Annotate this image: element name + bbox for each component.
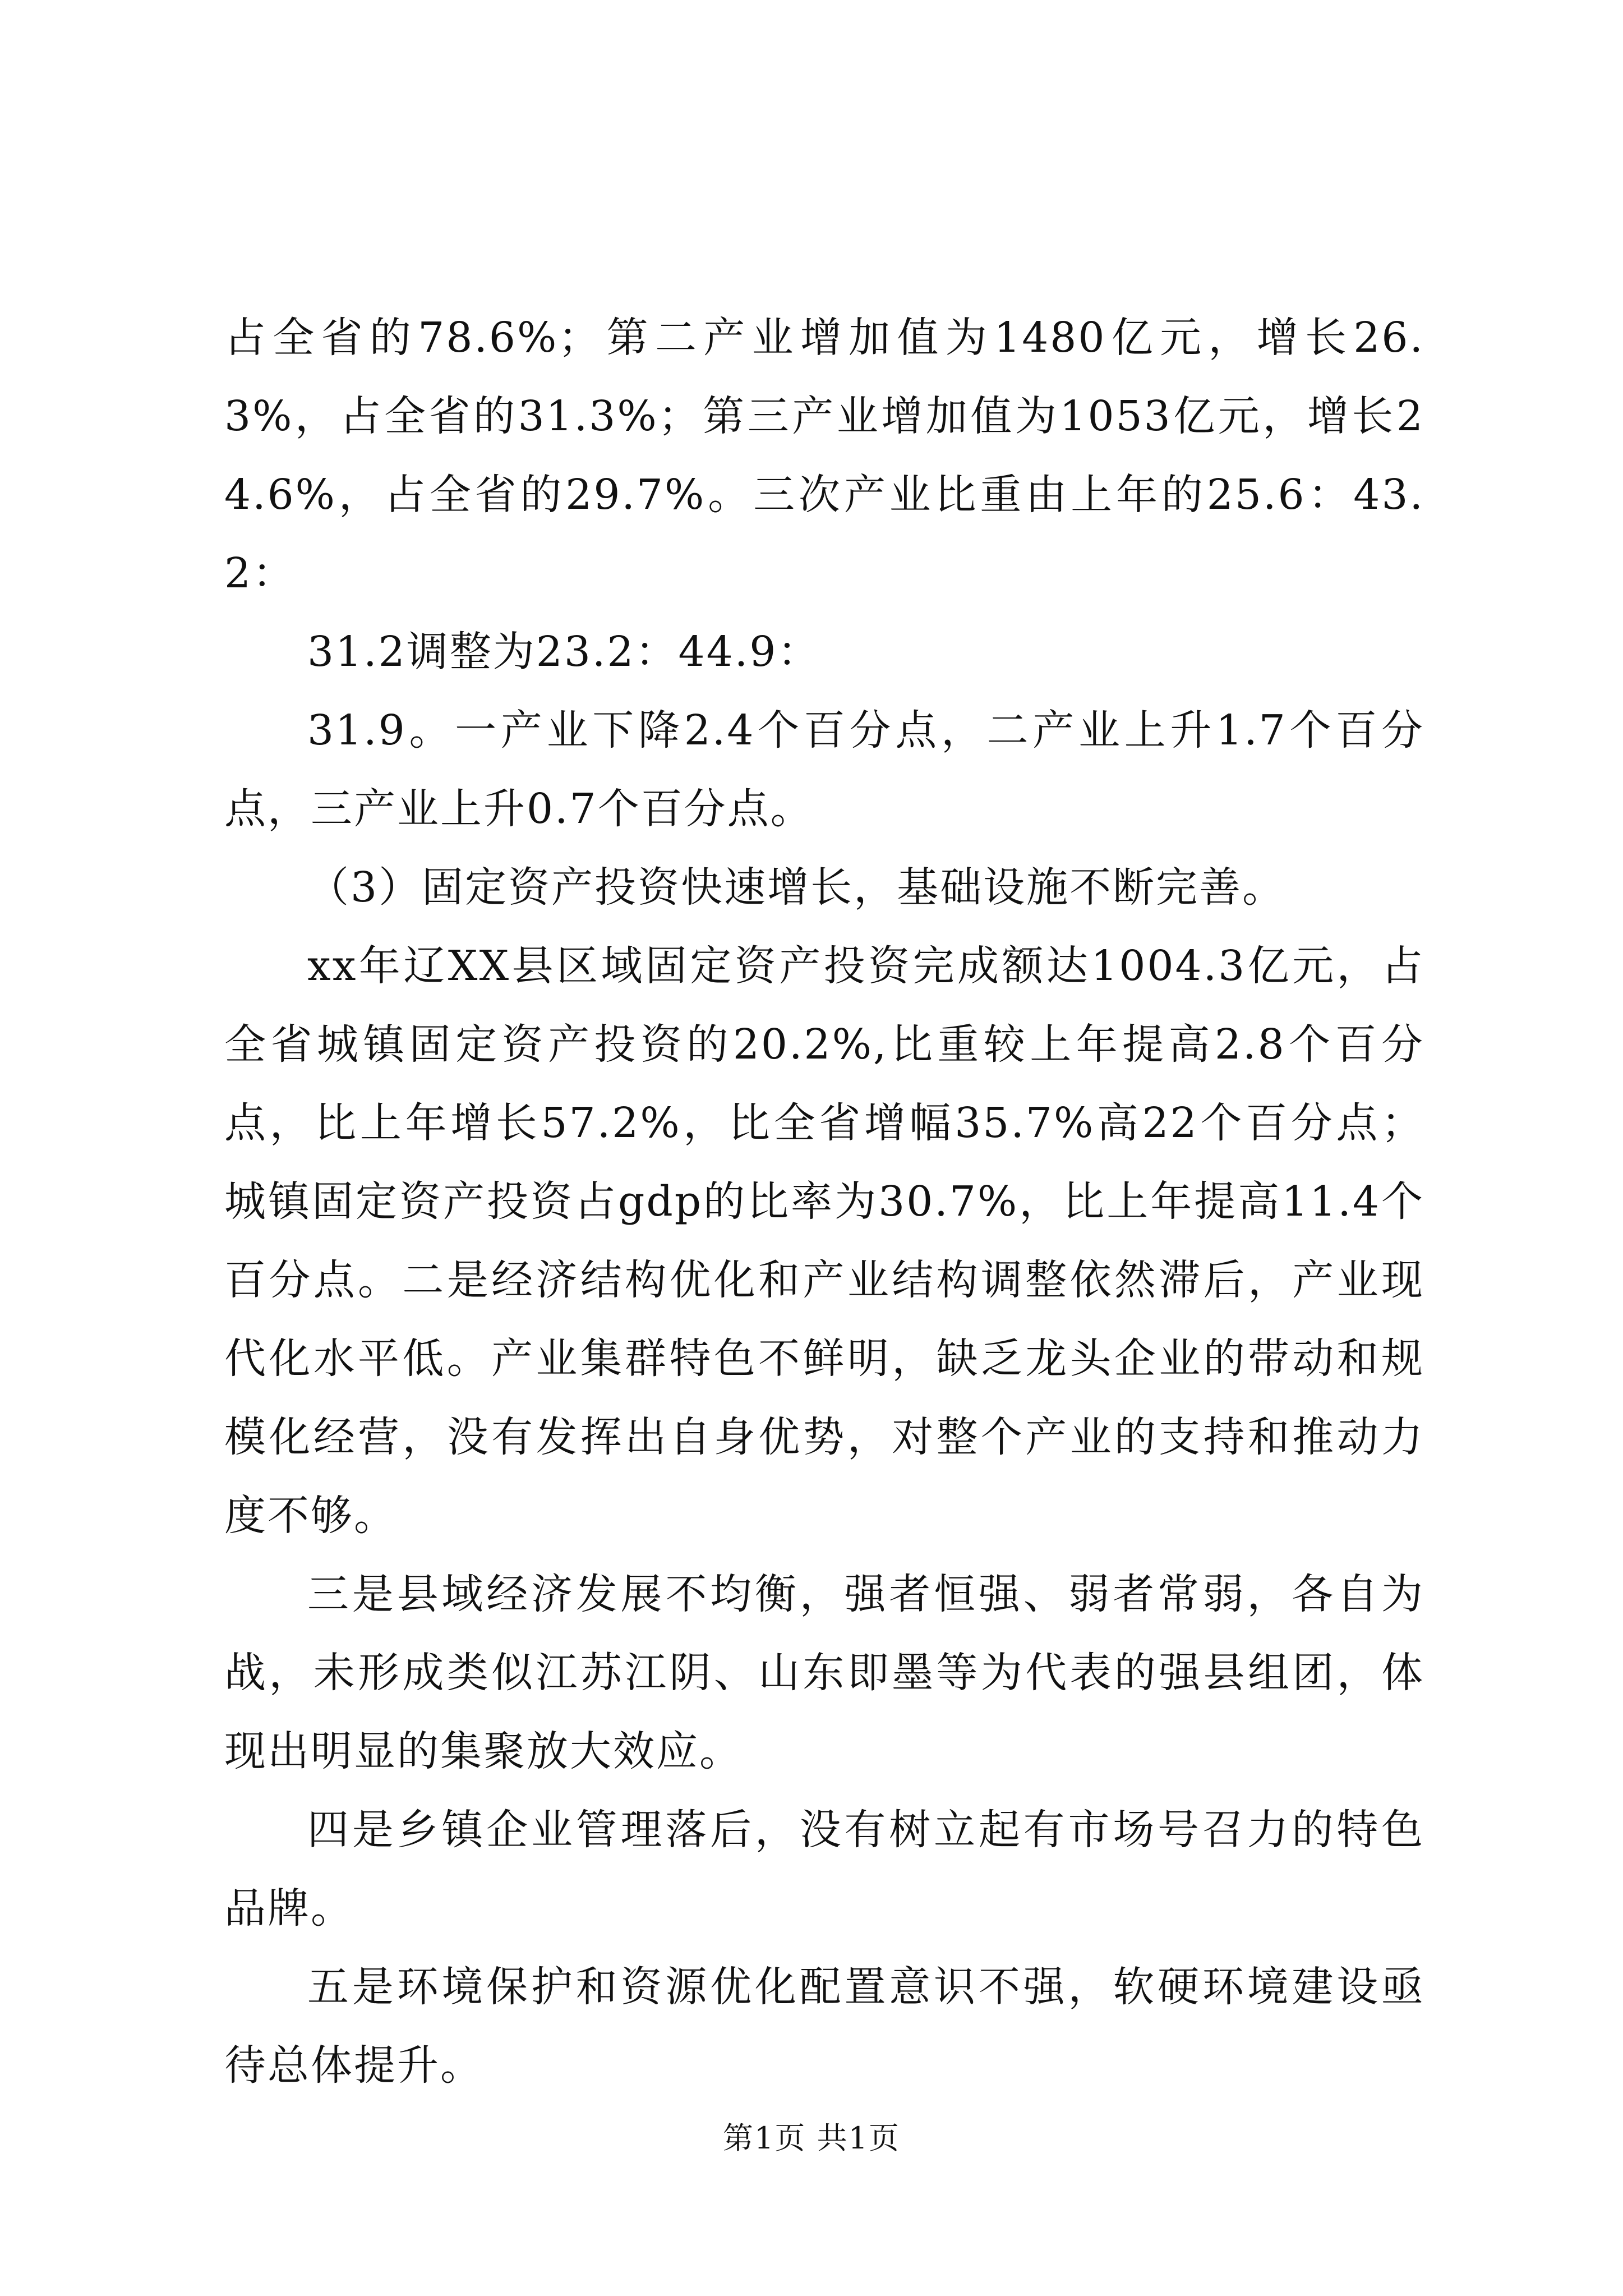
document-body bbox=[224, 298, 1424, 2105]
paragraph-1: 占全省的78.6%；第二产业增加值为1480亿元，增长26.3%，占全省的31.3%；第三产业增加值为1053亿元，增长24.6%，占全省的29.7%。三次产业比重由上年的25.6：43.2： bbox=[224, 314, 1424, 597]
paragraph-4: （3）固定资产投资快速增长，基础设施不断完善。 bbox=[307, 863, 1286, 912]
paragraph-5: xx年辽XX县区域固定资产投资完成额达1004.3亿元，占全省城镇固定资产投资的20.2%,比重较上年提高2.8个百分点，比上年增长57.2%，比全省增幅35.7%高22个百分点；城镇固定资产投资占gdp的比率为30.7%，比上年提高11.4个百分点。二是经济结构优化和产业结构调整依然滞后，产业现代化水平低。产业集群特色不鲜明，缺乏龙头企业的带动和规模化经营，没有发挥出自身优势，对整个产业的支持和推动力度不够。 bbox=[224, 942, 1424, 1540]
paragraph-8: 五是环境保护和资源优化配置意识不强，软硬环境建设亟待总体提升。 bbox=[224, 1963, 1424, 2090]
paragraph-6: 三是县域经济发展不均衡，强者恒强、弱者常弱，各自为战，未形成类似江苏江阴、山东即墨等为代表的强县组团，体现出明显的集聚放大效应。 bbox=[224, 1570, 1424, 1775]
paragraph-3: 31.9。一产业下降2.4个百分点，二产业上升1.7个百分点，三产业上升0.7个百分点。 bbox=[224, 706, 1424, 833]
paragraph-2: 31.2调整为23.2：44.9： bbox=[307, 628, 821, 676]
page-footer: 第1页 共1页 bbox=[723, 2120, 900, 2156]
paragraph-7: 四是乡镇企业管理落后，没有树立起有市场号召力的特色品牌。 bbox=[224, 1806, 1424, 1932]
